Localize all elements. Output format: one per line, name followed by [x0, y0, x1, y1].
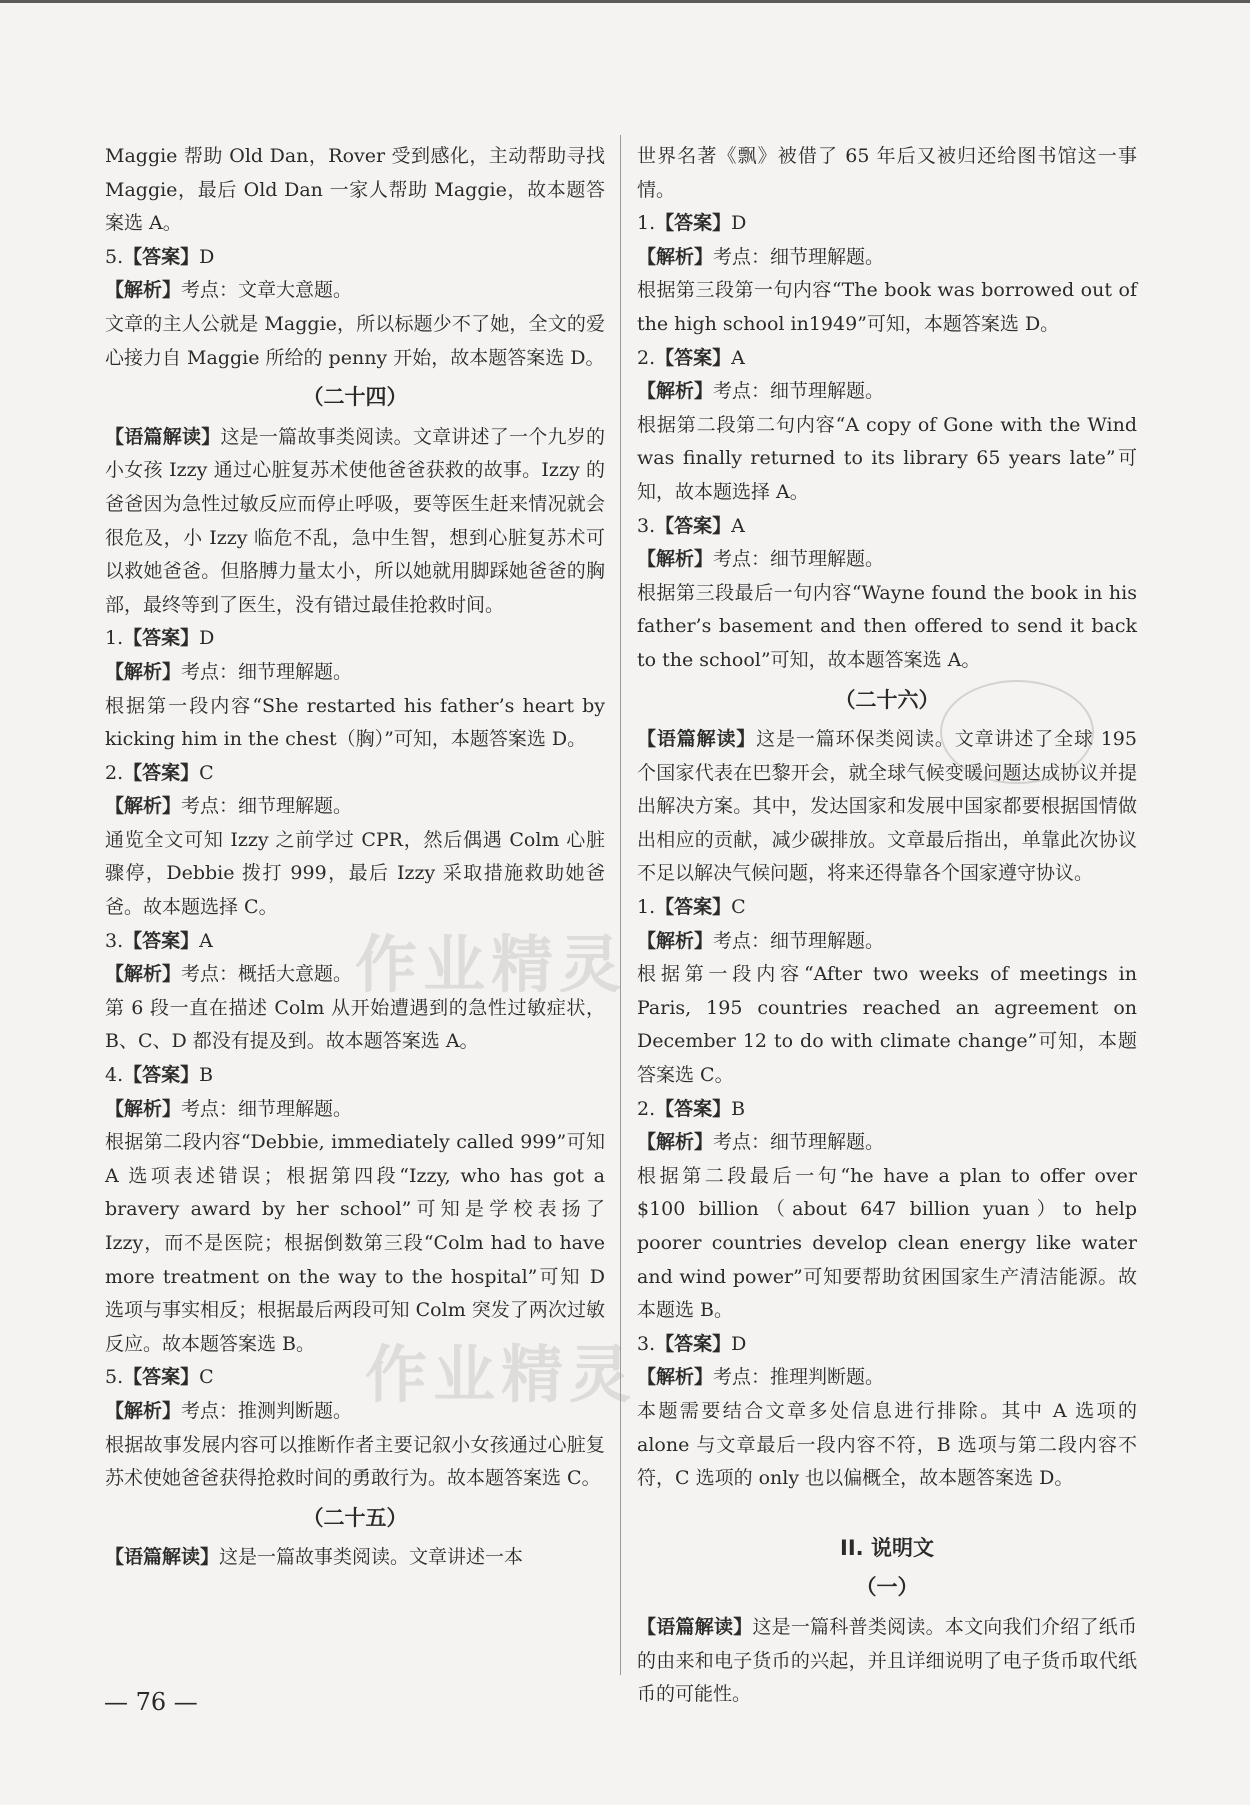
answer-line	[637, 1093, 1137, 1127]
right-column	[637, 140, 1137, 1712]
analysis-label: 【解析】	[637, 1131, 714, 1154]
paragraph: 根据故事发展内容可以推断作者主要记叙小女孩通过心脏复苏术使她爸爸获得抢救时间的勇敢行为。故本题答案选 C。	[105, 1433, 605, 1490]
answer-label: 【答案】	[123, 1366, 200, 1389]
analysis-line	[105, 1093, 605, 1127]
question-number: 5.	[105, 245, 124, 268]
stamp-mark	[940, 680, 1094, 784]
section-heading: （二十四）	[302, 385, 408, 410]
answer-value: C	[199, 1366, 214, 1389]
column-divider	[620, 135, 621, 1675]
analysis-text: 考点：细节理解题。	[713, 1131, 885, 1154]
page-number: — 76 —	[104, 1688, 198, 1716]
answer-value: A	[731, 346, 745, 369]
analysis-label: 【解析】	[105, 963, 182, 986]
answer-label: 【答案】	[123, 627, 200, 650]
analysis-text: 考点：细节理解题。	[713, 548, 885, 571]
analysis-line	[637, 925, 1137, 959]
analysis-label: 【解析】	[105, 1097, 182, 1120]
passage-summary	[105, 1541, 605, 1575]
paragraph: 根据第二段第二句内容“A copy of Gone with the Wind was finally returned to its library 65 years late”可知，故本题选择 A。	[637, 413, 1137, 503]
question-number: 1.	[637, 212, 656, 235]
paragraph: 根据第二段内容“Debbie, immediately called 999”可知 A 选项表述错误；根据第四段“Izzy, who has got a bravery award by her school”可知是学校表扬了 Izzy，而不是医院；根据倒数第三段“Colm had to have more treatment on the way to the hospital”可知 D 选项与事实相反；根据最后两段可知 Colm 突发了两次过敏反应。故本题答案选 B。	[105, 1131, 605, 1355]
passage-summary-label: 【语篇解读】	[637, 1615, 753, 1638]
question-number: 3.	[637, 1332, 656, 1355]
analysis-text: 考点：概括大意题。	[181, 963, 353, 986]
answer-line	[105, 925, 605, 959]
analysis-line	[637, 375, 1137, 409]
answer-value: D	[199, 245, 215, 268]
paragraph: 根据第三段最后一句内容“Wayne found the book in his father’s basement and then offered to send it back to the school”可知，故本题答案选 A。	[637, 581, 1137, 671]
answer-value: C	[731, 896, 746, 919]
answer-line	[637, 891, 1137, 925]
top-rule	[0, 0, 1250, 3]
watermark: 作业精灵	[365, 1338, 638, 1411]
passage-summary-text: 这是一篇环保类阅读。文章讲述了全球 195 个国家代表在巴黎开会，就全球气候变暖问题达成协议并提出解决方案。其中，发达国家和发展中国家都要根据国情做出相应的贡献，减少碳排放。文章最后指出，单靠此次协议不足以解决气候问题，将来还得靠各个国家遵守协议。	[637, 728, 1137, 885]
answer-line	[637, 1328, 1137, 1362]
answer-value: D	[731, 1332, 747, 1355]
answer-label: 【答案】	[123, 761, 200, 784]
answer-label: 【答案】	[655, 1097, 732, 1120]
answer-label: 【答案】	[655, 1332, 732, 1355]
answer-value: A	[199, 929, 213, 952]
analysis-line	[637, 543, 1137, 577]
analysis-label: 【解析】	[637, 245, 714, 268]
analysis-line	[637, 1126, 1137, 1160]
left-column	[105, 140, 605, 1575]
passage-summary-text: 这是一篇故事类阅读。文章讲述了一个九岁的小女孩 Izzy 通过心脏复苏术使他爸爸获救的故事。Izzy 的爸爸因为急性过敏反应而停止呼吸，要等医生赶来情况就会很危及，小 Izzy 临危不乱，急中生智，想到心脏复苏术可以救她爸爸。但胳膊力量太小，所以她就用脚踩她爸爸的胸部，最终等到了医生，没有错过最佳抢救时间。	[105, 425, 605, 616]
passage-summary-text: 这是一篇科普类阅读。本文向我们介绍了纸币的由来和电子货币的兴起，并且详细说明了电子货币取代纸币的可能性。	[637, 1615, 1137, 1706]
analysis-label: 【解析】	[105, 795, 182, 818]
analysis-text: 考点：细节理解题。	[713, 929, 885, 952]
passage-summary-label: 【语篇解读】	[105, 1546, 220, 1569]
analysis-label: 【解析】	[637, 929, 714, 952]
passage-summary-label: 【语篇解读】	[637, 728, 757, 751]
analysis-line	[105, 1395, 605, 1429]
analysis-line	[637, 1361, 1137, 1395]
answer-label: 【答案】	[123, 929, 200, 952]
analysis-line	[105, 274, 605, 308]
analysis-text: 考点：细节理解题。	[713, 245, 885, 268]
paragraph: 通览全文可知 Izzy 之前学过 CPR，然后偶遇 Colm 心脏骤停，Debbie 拨打 999，最后 Izzy 采取措施救助她爸爸。故本题选择 C。	[105, 828, 605, 919]
paragraph: 根据第一段内容“After two weeks of meetings in Paris, 195 countries reached an agreement on December 12 to do with climate change”可知，本题答案选 C。	[637, 963, 1137, 1087]
answer-line	[637, 510, 1137, 544]
answer-value: C	[199, 761, 214, 784]
passage-summary-label: 【语篇解读】	[105, 425, 221, 448]
answer-label: 【答案】	[655, 896, 732, 919]
passage-summary	[105, 421, 605, 623]
answer-line	[637, 207, 1137, 241]
passage-summary-text: 这是一篇故事类阅读。文章讲述一本	[219, 1546, 524, 1569]
answer-value: B	[199, 1064, 214, 1087]
question-number: 2.	[637, 346, 656, 369]
answer-line	[105, 241, 605, 275]
answer-label: 【答案】	[655, 212, 732, 235]
answer-label: 【答案】	[655, 514, 732, 537]
analysis-text: 考点：文章大意题。	[181, 279, 353, 302]
analysis-label: 【解析】	[637, 380, 714, 403]
question-number: 2.	[637, 1097, 656, 1120]
answer-value: D	[199, 627, 215, 650]
answer-line	[105, 757, 605, 791]
analysis-label: 【解析】	[105, 1399, 182, 1422]
answer-value: A	[731, 514, 745, 537]
analysis-line	[105, 790, 605, 824]
answer-line	[105, 1059, 605, 1093]
paragraph: 根据第二段最后一句“he have a plan to offer over $100 billion（about 647 billion yuan）to help poorer countries develop clean energy like water and wind power”可知要帮助贫困国家生产清洁能源。故本题选 B。	[637, 1164, 1137, 1322]
paragraph: 根据第一段内容“She restarted his father’s heart by kicking him in the chest（胸）”可知，本题答案选 D。	[105, 694, 605, 751]
question-number: 1.	[105, 627, 124, 650]
section-type-heading: II. 说明文	[840, 1535, 934, 1560]
analysis-text: 考点：细节理解题。	[181, 1097, 353, 1120]
analysis-label: 【解析】	[637, 548, 714, 571]
paragraph: 世界名著《飘》被借了 65 年后又被归还给图书馆这一事情。	[637, 145, 1137, 201]
section-heading: （一）	[855, 1575, 919, 1600]
question-number: 3.	[105, 929, 124, 952]
question-number: 1.	[637, 896, 656, 919]
paragraph: 文章的主人公就是 Maggie，所以标题少不了她，全文的爱心接力自 Maggie 所给的 penny 开始，故本题答案选 D。	[105, 312, 605, 369]
question-number: 3.	[637, 514, 656, 537]
analysis-text: 考点：细节理解题。	[181, 795, 353, 818]
answer-line	[105, 1361, 605, 1395]
question-number: 5.	[105, 1366, 124, 1389]
analysis-line	[637, 241, 1137, 275]
answer-value: B	[731, 1097, 746, 1120]
analysis-text: 考点：推理判断题。	[713, 1366, 885, 1389]
section-heading: （二十五）	[302, 1505, 408, 1530]
analysis-line	[105, 656, 605, 690]
paragraph: 根据第三段第一句内容“The book was borrowed out of the high school in1949”可知，本题答案选 D。	[637, 279, 1137, 335]
answer-label: 【答案】	[123, 1064, 200, 1087]
paragraph: 第 6 段一直在描述 Colm 从开始遭遇到的急性过敏症状，B、C、D 都没有提及到。故本题答案选 A。	[105, 996, 605, 1053]
analysis-text: 考点：推测判断题。	[181, 1399, 353, 1422]
analysis-label: 【解析】	[105, 279, 182, 302]
analysis-line	[105, 958, 605, 992]
analysis-text: 考点：细节理解题。	[713, 380, 885, 403]
answer-line	[105, 622, 605, 656]
answer-value: D	[731, 212, 747, 235]
question-number: 2.	[105, 761, 124, 784]
question-number: 4.	[105, 1064, 124, 1087]
paragraph: Maggie 帮助 Old Dan，Rover 受到感化，主动帮助寻找 Maggie，最后 Old Dan 一家人帮助 Maggie，故本题答案选 A。	[105, 145, 605, 235]
watermark: 作业精灵	[355, 928, 628, 1001]
section-heading: （二十六）	[834, 687, 940, 712]
analysis-label: 【解析】	[637, 1366, 714, 1389]
paragraph: 本题需要结合文章多处信息进行排除。其中 A 选项的 alone 与文章最后一段内容不符，B 选项与第二段内容不符，C 选项的 only 也以偏概全，故本题答案选 D。	[637, 1399, 1137, 1490]
analysis-text: 考点：细节理解题。	[181, 660, 353, 683]
answer-line	[637, 342, 1137, 376]
answer-label: 【答案】	[655, 346, 732, 369]
passage-summary	[637, 1611, 1137, 1712]
answer-label: 【答案】	[123, 245, 200, 268]
analysis-label: 【解析】	[105, 660, 182, 683]
